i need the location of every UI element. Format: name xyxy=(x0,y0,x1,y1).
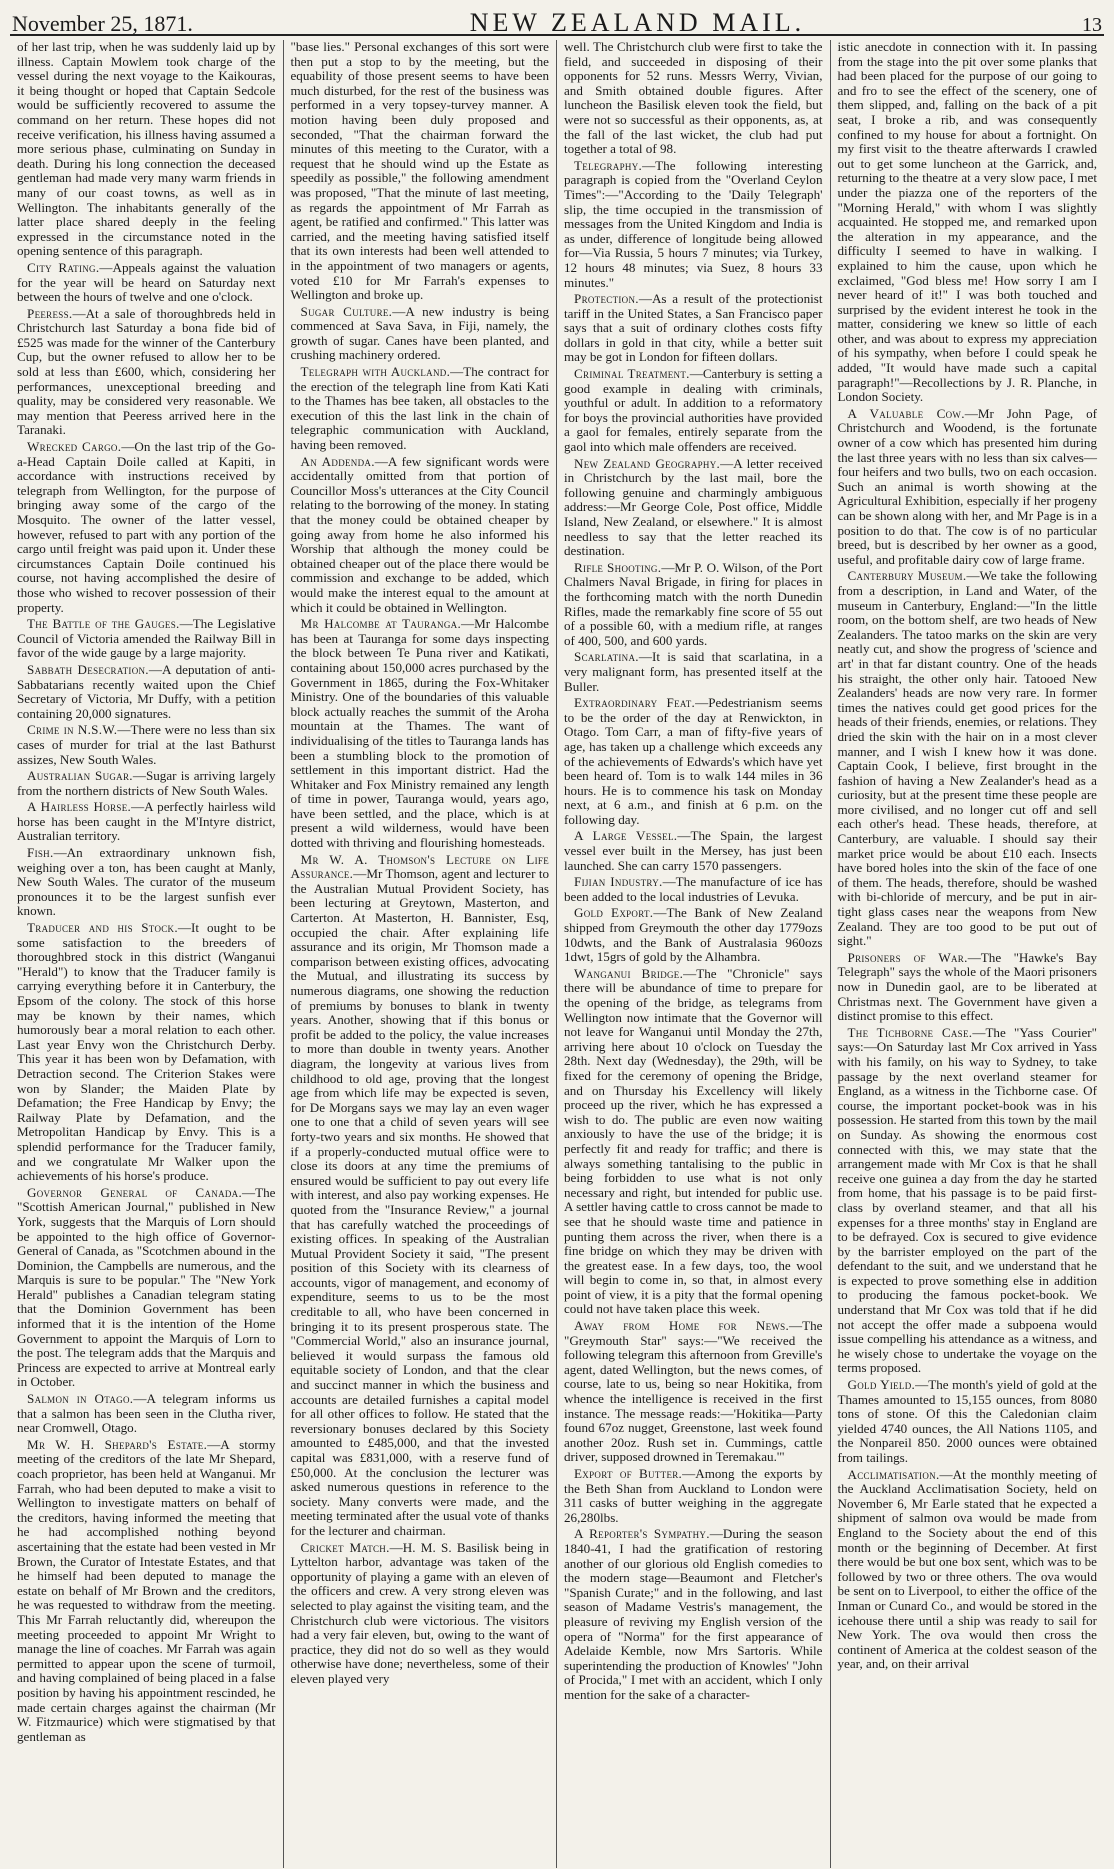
article-paragraph xyxy=(17,307,276,438)
article-text: —H. M. S. Basilisk being in Lyttelton harbor, advantage was taken of the opportunity of playing a game with an eleven of the officers and crew. A very strong eleven was selected to play against the visiting team, and the Christchurch club were victorious. The visitors had a very fair eleven, but, owing to the want of practice, they did not do so well as they would otherwise have done; nevertheless, some of their eleven played very xyxy=(290,1539,550,1686)
article-heading: Protection. xyxy=(574,291,639,307)
article-paragraph xyxy=(564,967,823,1317)
article-text: —During the season 1840-41, I had the gratification of restoring another of our glorious old English comedies to the modern stage—Beaumont and Fletcher's "Spanish Curate;" and in the following, and last season of Madame Vestris's management, the pleasure of reviving my English version of the opera of "Norma" for the first appearance of Adelaide Kemble, now Mrs Sartoris. While superintending the production of Knowles' "John of Procida," I met with an accident, which I only mention for the sake of a character- xyxy=(564,1526,823,1702)
article-paragraph xyxy=(564,650,823,694)
article-text: —Sugar is arriving largely from the northern districts of New South Wales. xyxy=(17,768,276,798)
article-text: —The contract for the erection of the telegraph line from Kati Kati to the Thames has bee taken, all obstacles to the execution of this the last link in the chain of telegraphic communication with Auckland, having been removed. xyxy=(290,364,549,453)
article-heading: Crime in N.S.W. xyxy=(27,722,118,738)
column-2 xyxy=(284,40,558,1868)
article-heading: New Zealand Geography. xyxy=(574,455,721,471)
article-heading: Mr W. A. Thomson's Lecture on Life Assurance. xyxy=(290,851,549,882)
article-text: —The following interesting paragraph is copied from the "Overland Ceylon Times":—"According to the 'Daily Telegraph' slip, the time occupied in the transmission of messages from the United Kingdom and India is as under, difference of longitude being allowed for—Via Russia, 5 hours 7 minutes; via Turkey, 12 hours 48 minutes; via Suez, 8 hours 33 minutes." xyxy=(564,157,823,290)
article-paragraph xyxy=(564,1527,823,1702)
article-columns xyxy=(10,40,1104,1868)
article-heading: Gold Export. xyxy=(574,905,654,921)
article-paragraph xyxy=(291,455,550,616)
article-text: istic anecdote in connection with it. In passing from the stage into the pit over some planks that had been placed for the purpose of our going to and fro to see the effect of the scenery, one of them slipped, and, falling on the back of a pit seat, I broke a rib, and was consequently confined to my house for about a fortnight. On my first visit to the theatre afterwards I crawled out to get some luncheon at the Garrick, and, returning to the theatre at a very slow pace, I met under the piazza one of the reporters of the "Morning Herald," with whom I was slightly acquainted. He stopped me, and remarked upon the alteration in my appearance, and the difficulty I seemed to have in walking. I explained to him the cause, upon which he exclaimed, "God bless me! How sorry I am I never heard of it!" I was both touched and surprised by the evident interest he took in the matter, considering we knew so little of each other, and was about to express my appreciation of his sympathy, when before I could speak he added, "It would have made such a capital paragraph!"—Recollections by J. R. Planche, in London Society. xyxy=(837,40,1097,405)
article-heading: Salmon in Otago. xyxy=(27,1391,134,1407)
article-heading: Fijian Industry. xyxy=(574,874,663,890)
article-text: —A deputation of anti-Sabbatarians recently waited upon the Chief Secretary of Victoria, Mr Duffy, with a petition containing 20,000 signatures. xyxy=(17,661,276,721)
article-text: —Mr P. O. Wilson, of the Port Chalmers Naval Brigade, in firing for places in the forthcoming match with the north Dunedin Rifles, made the remarkably fine score of 55 out of a possible 60, with a medium rifle, at ranges of 400, 500, and 600 yards. xyxy=(564,559,823,648)
article-text: —The Spain, the largest vessel ever built in the Mersey, has just been launched. She can carry 1570 passengers. xyxy=(564,828,823,873)
article-text: —Appeals against the valuation for the year will be heard on Saturday next between the hours of twelve and one o'clock. xyxy=(17,259,276,305)
article-paragraph xyxy=(838,40,1098,405)
article-paragraph xyxy=(838,1378,1098,1466)
article-heading: Cricket Match. xyxy=(300,1539,390,1555)
column-4 xyxy=(831,40,1105,1868)
article-heading: A Hairless Horse. xyxy=(27,799,132,815)
article-text: —Canterbury is setting a good example in dealing with criminals, youthful or adult. In addition to a reformatory for boys the provincial authorities have provided a gaol for females, entirely separate from the gaol into which male offenders are received. xyxy=(564,366,823,455)
article-heading: Telegraph with Auckland. xyxy=(300,364,451,380)
article-paragraph xyxy=(564,40,823,157)
article-heading: Sabbath Desecration. xyxy=(27,661,149,677)
article-text: —The "Greymouth Star" says:—"We received the following telegram this afternoon from Greville's agent, dated Wellington, but the news comes, of course, late to us, being so near Hokitika, from whence the intelligence is received in the first instance. The message reads:—'Hokitika—Party found 67oz nugget, Greenstone, last week found another 20oz. Rush set in. Cummings, cattle driver, supposed drowned in Teremakau.'" xyxy=(564,1318,823,1465)
article-heading: Australian Sugar. xyxy=(27,768,133,784)
article-heading: A Large Vessel. xyxy=(574,828,678,844)
article-paragraph xyxy=(17,723,276,767)
article-text: of her last trip, when he was suddenly laid up by illness. Captain Mowlem took charge of the vessel during the next voyage to the Kaikouras, it being thought or hoped that Captain Sedcole would be sufficiently recovered to assume the command on her return. These hopes did not receive verification, his illness having assumed a more serious phase, culminating on Sunday in death. During his long connection the deceased gentleman had made very many warm friends in many of our coast towns, as well as in Wellington. The inhabitants generally of the latter place shared deeply in the feeling expressed in the circumstance noted in the opening sentence of this paragraph. xyxy=(17,40,276,259)
newspaper-title: NEW ZEALAND MAIL. xyxy=(469,8,806,37)
article-paragraph xyxy=(17,617,276,661)
article-heading: Scarlatina. xyxy=(574,649,639,665)
article-heading: An Addenda. xyxy=(300,453,375,469)
article-text: —The manufacture of ice has been added to the local industries of Levuka. xyxy=(564,874,823,904)
article-paragraph xyxy=(564,159,823,290)
article-text: —It ought to be some satisfaction to the breeders of thoroughbred stock in this district (Wanganui "Herald") to know that the Traducer family is carrying everything before it in Canterbury, the Epsom of the colony. The stock of this horse may be known by their names, which humorously bear a moral relation to each other. Last year Envy won the Christchurch Derby. This year it has been won by Defamation, with Detraction second. The Criterion Stakes were won by Slander; the Maiden Plate by Defamation; the Free Handicap by Envy; the Railway Plate by Defamation, and the Metropolitan Handicap by Envy. This is a splendid performance for the Traducer family, and we congratulate Mr Walker upon the achievements of his horse's produce. xyxy=(17,920,276,1184)
article-text: —A new industry is being commenced at Sava Sava, in Fiji, namely, the growth of sugar. Canes have been planted, and crushing machinery ordered. xyxy=(290,303,549,363)
article-paragraph xyxy=(17,1186,276,1390)
article-paragraph xyxy=(838,1026,1098,1376)
article-text: well. The Christchurch club were first to take the field, and succeeded in disposing of their opponents for 52 runs. Messrs Werry, Vivian, and Smith obtained double figures. After luncheon the Basilisk eleven took the field, but were not so successful as their opponents, as, at the fall of the last wicket, the club had put together a total of 98. xyxy=(564,40,823,157)
article-heading: Wanganui Bridge. xyxy=(574,965,684,981)
article-text: —A perfectly hairless wild horse has been caught in the M'Intyre district, Australian territory. xyxy=(17,799,276,844)
article-heading: Export of Butter. xyxy=(574,1466,683,1481)
article-text: —The month's yield of gold at the Thames amounted to 15,155 ounces, from 8080 tons of stone. Of this the Caledonian claim yielded 4740 ounces, the All Nations 1105, and the Nonpareil 850. 2000 ounces were obtained from tailings. xyxy=(837,1377,1097,1465)
article-text: —The "Scottish American Journal," published in New York, suggests that the Marquis of Lorn should be appointed to the high office of Governor-General of Canada, as "Scotchmen abound in the Dominion, the Campbells are numerous, and the Marquis is sure to be popular." The "New York Herald" publishes a Canadian telegram stating that the Dominion Government has been informed that it is the intention of the Home Government to appoint the Marquis of Lorn to the post. The telegram adds that the Marquis and Princess are expected to arrive at Montreal early in October. xyxy=(17,1184,276,1390)
article-heading: Acclimatisation. xyxy=(847,1466,940,1482)
article-paragraph xyxy=(291,365,550,453)
article-text: —A stormy meeting of the creditors of the late Mr Shepard, coach proprietor, has been held at Wanganui. Mr Farrah, who had been deputed to make a visit to Wellington to investigate matters on behalf of the creditors, having informed the meeting that he had accomplished nothing beyond ascertaining that the estate had been vested in Mr Brown, the Curator of Intestate Estates, and that he himself had been deputed to manage the estate on behalf of Mr Brown and the creditors, he was requested to withdraw from the meeting. This Mr Farrah reluctantly did, whereupon the meeting proceeded to appoint Mr Wright to manage the line of coaches. Mr Farrah was again permitted to appear upon the scene of turmoil, and having complained of being placed in a false position by having his appointment rescinded, he made certain charges against the chairman (Mr W. Fitzmaurice) which were stigmatised by that gentleman as xyxy=(17,1436,276,1744)
article-text: —It is said that scarlatina, in a very malignant form, has presented itself at the Buller. xyxy=(564,649,823,694)
article-paragraph xyxy=(291,305,550,363)
article-paragraph xyxy=(564,829,823,873)
article-paragraph xyxy=(838,951,1098,1024)
article-paragraph xyxy=(17,769,276,798)
article-text: —Mr Halcombe has been at Tauranga for some days inspecting the block between Te Puna river and Katikati, containing about 150,000 acres purchased by the Government in 1865, during the Fox-Whitaker Ministry. One of the boundaries of this valuable block actually reaches the summit of the Aroha mountain at the Thames. The want of individualising of the titles to Tauranga lands has been a stumbling block to the promotion of settlement in this important district. Had the Whitaker and Fox Ministry remained any length of time in power, Tauranga would, years ago, have been settled, and the place, which is at present a wild wilderness, would have been dotted with thriving and flourishing homesteads. xyxy=(290,616,549,851)
article-paragraph xyxy=(291,617,550,851)
article-text: —The "Hawke's Bay Telegraph" says the whole of the Maori prisoners now in Dunedin gaol, are to be liberated at Christmas next. The Government have given a distinct promise to this effect. xyxy=(837,949,1097,1024)
article-text: —Among the exports by the Beth Shan from Auckland to London were 311 casks of butter weighing in the aggregate 26,280lbs. xyxy=(564,1466,823,1525)
article-paragraph xyxy=(291,1541,550,1687)
article-heading: Peeress. xyxy=(27,305,73,321)
article-text: —The "Yass Courier" says:—On Saturday last Mr Cox arrived in Yass with his family, on his way to Sydney, to take passage by the next overland steamer for England, as a witness in the Tichborne case. Of course, the important pocket-book was in his possession. He started from this town by the mail on Sunday. As showing the enormous cost connected with this, we may state that the arrangement made with Mr Cox is that he shall receive one guinea a day from the day he started from home, that his passage is to be paid first-class by overland steamer, and that all his expenses for a three months' stay in England are to be defrayed. Cox is secured to give evidence by the barrister employed on the part of the defendant to the suit, and we understand that he is expected to prove something else in addition to producing the famous pocket-book. We understand that Mr Cox was told that if he did not accept the offer made a subpoena would issue compelling his attendance as a witness, and he wisely chose to undertake the voyage on the terms proposed. xyxy=(837,1024,1097,1376)
article-paragraph xyxy=(17,440,276,615)
article-text: —An extraordinary unknown fish, weighing over a ton, has been caught at Manly, New South Wales. The curator of the museum pronounces it to be the largest sunfish ever known. xyxy=(17,845,276,919)
article-text: —At a sale of thoroughbreds held in Christchurch last Saturday a bona fide bid of £525 was made for the winner of the Canterbury Cup, but the owner refused to allow her to be sold at less than £600, which, considering her performances, unexceptional breeding and quality, may be considered very reasonable. We may mention that Peeress arrived here in the Taranaki. xyxy=(17,305,276,438)
article-text: —Mr John Page, of Christchurch and Woodend, is the fortunate owner of a cow which has presented him during the last three years with no less than six calves—four heifers and two bulls, two on each occasion. Such an animal is worth showing at the Agricultural Exhibition, especially if her progeny can be shown along with her, and Mr Page is in a position to do that. The cow is of no particular breed, but is described by her owner as a good, useful, and profitable dairy cow of large frame. xyxy=(837,405,1097,567)
masthead xyxy=(10,6,1104,36)
article-paragraph xyxy=(564,906,823,964)
article-heading: Traducer and his Stock. xyxy=(27,920,178,936)
article-paragraph xyxy=(564,1467,823,1525)
article-heading: City Rating. xyxy=(27,259,100,275)
article-heading: Wrecked Cargo. xyxy=(27,439,122,455)
article-heading: Rifle Shooting. xyxy=(574,559,662,575)
article-text: —Mr Thomson, agent and lecturer to the Australian Mutual Provident Society, has been lecturing at Greytown, Masterton, and Carterton. At Masterton, H. Bannister, Esq, occupied the chair. After explaining life assurance and its origin, Mr Thomson made a comparison between existing offices, advocating the Mutual, and illustrating its success by numerous diagrams, one showing the reduction of premiums by bonuses to blank in twenty years. Another, showing that if this bonus or profit be added to the policy, the value increases to more than double in twenty years. Another diagram, the longevity at various lives from childhood to old age, proving that the longest age from which life may be expected is seven, for De Morgans says we may lay an even wager one to one that a child of seven years will see forty-two years and six months. He showed that if a properly-conducted mutual office were to close its doors at any time the premiums of ensured would be sufficient to pay out every life with interest, and also pay working expenses. He quoted from the "Insurance Review," a journal that has carefully watched the proceedings of existing offices. In speaking of the Australian Mutual Provident Society it said, "The present position of this Society with its clearness of accounts, vigor of management, and economy of expenditure, seems to us to be the most creditable to all, who have been concerned in bringing it to its present prosperous state. The "Commercial World," also an insurance journal, believed it would surpass the famous old equitable society of London, and that the clear and succinct manner in which the business and accounts are detailed furnishes a capital model for all other offices to follow. He stated that the reversionary bonuses declared by this Society amounted to £485,000, and that the invested capital was £831,000, with a reserve fund of £50,000. At the conclusion the lecturer was asked numerous questions in reference to the society. Many converts were made, and the meeting terminated after the usual vote of thanks for the lecturer and chairman. xyxy=(290,866,549,1538)
article-paragraph xyxy=(291,853,550,1539)
article-heading: A Reporter's Sympathy. xyxy=(574,1526,710,1542)
article-heading: The Tichborne Case. xyxy=(847,1024,973,1040)
article-heading: Prisoners of War. xyxy=(847,949,968,965)
article-paragraph xyxy=(17,1438,276,1744)
article-text: —The Bank of New Zealand shipped from Greymouth the other day 1779ozs 10dwts, and the Bank of Australasia 960ozs 1dwt, 15grs of gold by the Alhambra. xyxy=(564,905,823,965)
article-paragraph xyxy=(291,40,550,303)
article-heading: Mr W. H. Shepard's Estate. xyxy=(27,1436,208,1452)
article-text: —On the last trip of the Go-a-Head Captain Doile called at Kapiti, in accordance with instructions received by telegraph from Wellington, for the purpose of bringing away some of the cargo of the Mosquito. The owner of the latter vessel, however, refused to part with any portion of the cargo until freight was paid upon it. Under these circumstances Captain Doile continued his course, not having accomplished the desire of those who wished to recover possession of their property. xyxy=(17,439,276,615)
article-paragraph xyxy=(17,261,276,305)
article-paragraph xyxy=(564,875,823,904)
article-paragraph xyxy=(17,663,276,721)
article-paragraph xyxy=(838,407,1098,568)
article-text: —As a result of the protectionist tariff in the United States, a San Francisco paper says that a suit of ordinary clothes costs fifty dollars in gold in that city, while a better suit may be got in London for fifteen dollars. xyxy=(564,291,823,365)
article-heading: Away from Home for News. xyxy=(574,1318,790,1334)
article-paragraph xyxy=(564,696,823,827)
article-heading: Criminal Treatment. xyxy=(574,366,690,382)
article-paragraph xyxy=(17,40,276,259)
article-text: —The "Chronicle" says there will be abundance of time to prepare for the opening of the bridge, as telegrams from Wellington now intimate that the Governor will not leave for Wanganui until Monday the 27th, arriving here about 10 o'clock on Tuesday the 28th. Next day (Wednesday), the 29th, will be fixed for the ceremony of opening the Bridge, and on Thursday his Excellency will likely proceed up the river, which he has expressed a wish to do. The public are even now waiting anxiously to have the use of the bridge; it is perfectly fit and ready for traffic; and there is always something tantalising to the public in being forbidden to use what is not only necessary and right, but intended for public use. A settler having cattle to cross cannot be made to see that he should waste time and patience in punting them across the river, when there is a fine bridge on which they may be driven with the greatest ease. In a few days, too, the wool will begin to come in, so that, in almost every point of view, it is a pity that the formal opening could not have taken place this week. xyxy=(564,965,823,1317)
article-paragraph xyxy=(17,846,276,919)
article-heading: Gold Yield. xyxy=(847,1377,916,1393)
article-text: —The Legislative Council of Victoria amended the Railway Bill in favor of the wide gauge by a large majority. xyxy=(17,616,276,661)
article-heading: The Battle of the Gauges. xyxy=(27,616,180,632)
article-paragraph xyxy=(564,1319,823,1465)
article-paragraph xyxy=(17,1392,276,1436)
article-heading: Extraordinary Feat. xyxy=(574,695,696,711)
article-text: —A few significant words were accidentally omitted from that portion of Councillor Moss's utterances at the City Council relating to the borrowing of the money. In stating that the money could be obtained cheaper by going away from home he also informed his Worship that although the money could be obtained cheaper out of the place there would be commission and exchange to be added, which would make the interest equal to the amount at which it could be obtained in Wellington. xyxy=(290,453,550,615)
article-heading: A Valuable Cow. xyxy=(847,405,965,421)
column-1 xyxy=(10,40,284,1868)
article-paragraph xyxy=(17,800,276,844)
article-heading: Canterbury Museum. xyxy=(847,568,967,584)
article-paragraph xyxy=(564,367,823,455)
article-heading: Telegraphy. xyxy=(574,157,643,173)
article-paragraph xyxy=(564,561,823,649)
page-number: 13 xyxy=(1082,14,1102,36)
article-text: —A telegram informs us that a salmon has been seen in the Clutha river, near Cromwell, Otago. xyxy=(17,1391,276,1436)
article-text: "base lies." Personal exchanges of this sort were then put a stop to by the meeting, but the equability of those present seems to have been much disturbed, for the rest of the business was performed in a very topsey-turvey manner. A motion having been duly proposed and seconded, "That the chairman forward the minutes of this meeting to the Curator, with a request that he should wind up the Estate as speedily as possible," the following amendment was proposed, "That the minute of last meeting, as regards the appointment of Mr Farrah as agent, be ratified and confirmed." This latter was carried, and the meeting having satisfied itself that its own interests had been well attended to in the appointment of two managers or agents, voted £10 for Mr Farrah's expenses to Wellington and broke up. xyxy=(290,40,549,303)
article-paragraph xyxy=(17,921,276,1184)
article-heading: Governor General of Canada. xyxy=(27,1184,243,1200)
article-text: —There were no less than six cases of murder for trial at the last Bathurst assizes, New South Wales. xyxy=(17,722,276,767)
article-text: —A letter received in Christchurch by the last mail, bore the following genuine and charmingly ambiguous address:—Mr George Cole, Post office, Middle Island, New Zealand, or elsewhere." It is almost needless to say that the letter reached its destination. xyxy=(564,455,823,559)
article-paragraph xyxy=(838,1468,1098,1672)
column-3 xyxy=(557,40,831,1868)
issue-date: November 25, 1871. xyxy=(12,11,193,36)
article-text: —We take the following from a description, in Land and Water, of the museum in Canterbury, England:—"In the little room, on the bottom shelf, are two heads of New Zealanders. The tatoo marks on the skin are very neatly cut, and show the progress of 'science and art' in that far distant country. One of the heads his straight, the other only hair. Tatooed New Zealanders' heads are now very rare. In former times the natives could get good prices for the heads of their friends, enemies, or relations. They dried the skin with the hair on in a most clever manner, and I wish I knew how it was done. Captain Cook, I believe, first brought in the fashion of having a New Zealander's head as a curiosity, but at the present time these people are more civilised, and no longer cut off and sell each other's head. These heads, therefore, at Canterbury, are valuable. I should say their market price would be about £10 each. Insects have bored holes into the skin of the face of one of them. The heads, therefore, should be washed with bi-chloride of mercury, and be put in air-tight glass cases near the weapons from New Zealand. They are too good to be put out of sight." xyxy=(837,568,1097,949)
article-paragraph xyxy=(838,569,1098,948)
article-paragraph xyxy=(564,457,823,559)
article-heading: Fish. xyxy=(27,845,54,861)
article-text: —Pedestrianism seems to be the order of the day at Renwickton, in Otago. Tom Carr, a man of fifty-five years of age, has taken up a challenge which exceeds any of the achievements of Edwards's which have yet been heard of. Tom is to walk 144 miles in 36 hours. He is to commence his task on Monday next, at 6 a.m., and finish at 6 p.m. on the following day. xyxy=(564,695,823,827)
article-heading: Mr Halcombe at Tauranga. xyxy=(300,616,462,632)
article-text: —At the monthly meeting of the Auckland Acclimatisation Society, held on November 6, Mr Earle stated that he expected a shipment of salmon ova would be made from England to the Society about the end of this month or the beginning of December. At first there would be but one box sent, which was to be followed by two or three others. The ova would be sent on to Liverpool, to either the office of the Inman or Cunard Co., and would be stored in the icehouse there until a ship was ready to sail for New York. The ova would then cross the continent of America at the coldest season of the year, and, on their arrival xyxy=(837,1466,1097,1672)
article-heading: Sugar Culture. xyxy=(300,303,393,319)
article-paragraph xyxy=(564,292,823,365)
